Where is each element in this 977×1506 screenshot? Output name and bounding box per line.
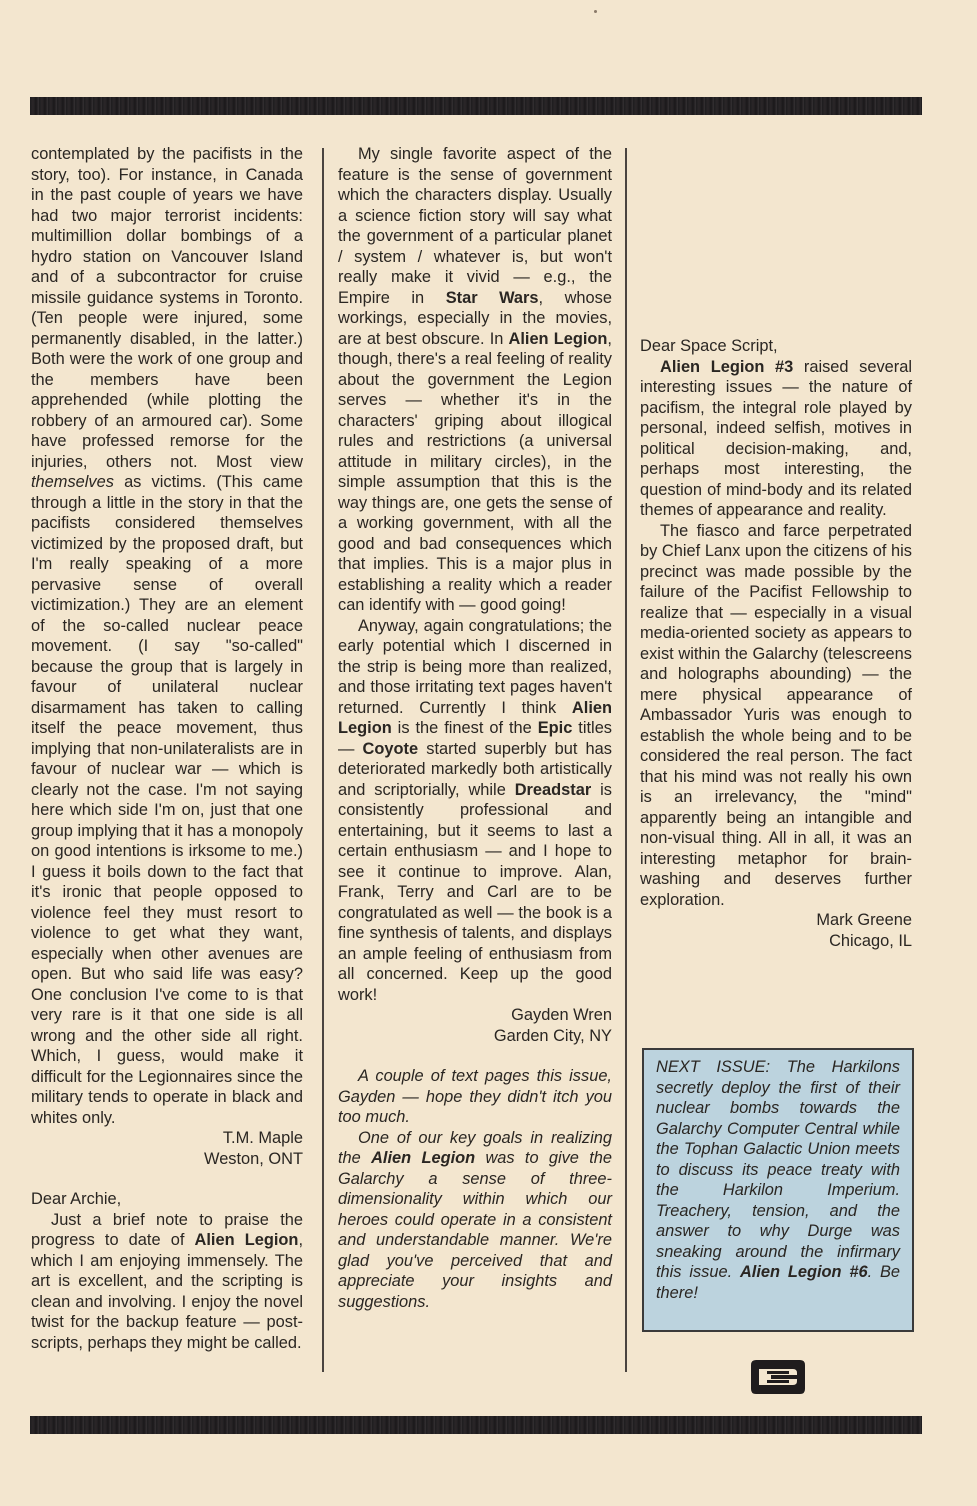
title-bold: Alien Legion #6 — [739, 1263, 868, 1281]
text-run: Just a brief note to praise the progress to date of — [31, 1210, 303, 1249]
letter1-text-b: as victims. (This came through a little in the story in that the pacifists considered themselves victimized by the proposed draft, but I'm really speaking of a more pervasive sense of overall victimization.) They are an element of the so-called nuclear peace movement. (I say "so-called" because the group that is largely in favour of unilateral nuclear disarmament has taken to calling itself the peace movement, thus implying that non-unilateralists are in favour of nuclear war — which is clearly not the case. I'm not saying here which side I'm on, just that one group implying that it has a monopoly on good intentions is irksome to me.) I guess it boils down to the fact that it's ironic that people opposed to violence feel they must resort to violence to get what they want, especially when other avenues are open. But who said life was easy? One conclusion I've come to is that very rare is it that one side is all wrong and the other side all right. Which, I guess, would make it difficult for the Legionnaires since the military tends to operate in black and whites only. — [31, 473, 303, 1127]
letter1-signature: T.M. Maple — [222, 1129, 303, 1147]
text-run: , whose workings, especially in the movies, are at best obscure. In — [338, 288, 612, 348]
column-1 — [31, 144, 303, 1376]
editor-reply-1: A couple of text pages this issue, Gayden — hope they didn't itch you too much. — [338, 1067, 612, 1126]
letter1-body — [31, 144, 303, 1128]
reply-continuation-space — [640, 144, 912, 336]
epic-comics-logo-icon — [745, 1357, 811, 1397]
title-bold: Dreadstar — [514, 780, 592, 799]
text-run: started superbly but has deteriorated markedly both artistically and scriptorially, while — [338, 739, 612, 799]
text-run: NEXT ISSUE: The Harkilons secretly deploy the first of their nuclear bombs towards the Galarchy Computer Central while the Tophan Galactic Union meets to discuss its peace treaty with the Harkilon Imperium. Treachery, tension, and the answer to why Durge was sneaking around the infirmary this issue. — [656, 1058, 900, 1281]
column-divider-1 — [322, 148, 324, 1372]
next-issue-box — [642, 1048, 914, 1332]
text-run: titles — — [338, 719, 613, 758]
letter2-signature: Gayden Wren — [511, 1006, 612, 1024]
text-run: , though, there's a real feeling of reality about the government the Legion serves — whether it's in the characters' griping about illogical rules and restrictions (a universal attitude in military circles), in the simple assumption that this is the way things are, one gets the sense of a working government, with all the good and bad consequences which that implies. This is a major plus in establishing a reality which a reader can identify with — good going! — [338, 329, 612, 614]
title-bold: Alien Legion — [194, 1231, 299, 1249]
letter2-paragraph-2 — [338, 144, 612, 616]
letter1-text-a: contemplated by the pacifists in the story, too). For instance, in Canada in the past couple of years we have had two major terrorist incidents: multimillion dollar bombings of a hydro station on Vancouver Island and of a subcontractor for cruise missile guidance systems in Toronto. (Ten people were injured, some permanently disabled, in the latter.) Both were the work of one group and the members have been apprehended (while plotting the robbery of an armoured car). Some have professed remorse for the injuries, others not. Most view — [31, 145, 303, 471]
title-bold: Star Wars — [445, 288, 539, 307]
letter3-paragraph-1 — [640, 357, 912, 521]
letter2-salutation: Dear Archie, — [31, 1190, 122, 1208]
letter2-paragraph-1 — [31, 1210, 303, 1354]
print-speck — [594, 10, 597, 13]
text-run: is consistently professional and entertaining, but it seems to last a certain enthusiasm — and I hope to see it continue to improve. Alan, Frank, Terry and Carl are to be congratulated as well — the book is a fine synthesis of talents, and displays an ample feeling of enthusiasm from all concerned. Keep up the good work! — [338, 780, 612, 1004]
text-run: , which I am enjoying immensely. The art is excellent, and the scripting is clean and involving. I enjoy the novel twist for the backup feature — post-scripts, perhaps they might be called. — [31, 1231, 303, 1352]
text-run: . Be there! — [656, 1263, 901, 1302]
text-run: raised several interesting issues — the nature of pacifism, the integral role played by personal, indeed selfish, motives in political decision-making, and, perhaps most interesting, the question of mind-body and its related themes of appearance and reality. — [640, 357, 912, 519]
letter1-location: Weston, ONT — [204, 1149, 303, 1168]
bottom-decorative-bar — [30, 1416, 922, 1434]
letter1-emphasis: themselves — [31, 473, 114, 491]
editor-reply-2 — [338, 1128, 612, 1313]
next-issue-text — [656, 1057, 900, 1303]
column-3 — [640, 144, 912, 1014]
title-bold: Alien Legion — [508, 329, 608, 348]
title-bold: Coyote — [362, 739, 419, 758]
letter3-paragraph-2: The fiasco and farce perpetrated by Chief Lanx upon the citizens of his precinct was made possible by the failure of the Pacifist Fellowship to realize that — especially in a visual media-oriented society as appears to exist within the Galarchy (telescreens and holographs abounding) — the mere physical appearance of Ambassador Yuris was enough to establish the whole being and to be considered the real person. The fact that his mind was not really his own is an irrelevancy, the "mind" apparently being an intangible and non-visual thing. All in all, it was an interesting metaphor for brain-washing and deserves further exploration. — [640, 521, 912, 909]
title-bold: Alien Legion — [371, 1149, 476, 1167]
letter3-location: Chicago, IL — [829, 931, 912, 950]
text-run: is the finest of the — [391, 719, 538, 737]
top-decorative-bar — [30, 97, 922, 115]
text-run: was to give the Galarchy a sense of three-dimensionality within which our heroes could operate in a consistent and understandable manner. We're glad you've perceived that and appreciate your insights and suggestions. — [338, 1149, 612, 1311]
column-2 — [338, 144, 612, 1376]
letter2-location: Garden City, NY — [493, 1026, 612, 1045]
text-run: My single favorite aspect of the feature is the sense of government which the characters display. Usually a science fiction story will say what the government of a particular planet / system / whatever is, but won't really make it vivid — e.g., the Empire in — [338, 145, 612, 307]
letter3-signature: Mark Greene — [816, 911, 912, 929]
title-bold: Alien Legion — [338, 698, 612, 737]
text-run: Anyway, again congratulations; the early potential which I discerned in the strip is being more than realized, and those irritating text pages haven't returned. Currently I think — [338, 616, 612, 717]
letter3-salutation: Dear Space Script, — [640, 337, 778, 355]
title-bold: Alien Legion #3 — [660, 357, 794, 376]
title-bold: Epic — [537, 719, 573, 737]
letter2-paragraph-3 — [338, 616, 612, 1006]
text-run: One of our key goals in realizing the — [338, 1128, 612, 1167]
column-divider-2 — [625, 148, 627, 1372]
